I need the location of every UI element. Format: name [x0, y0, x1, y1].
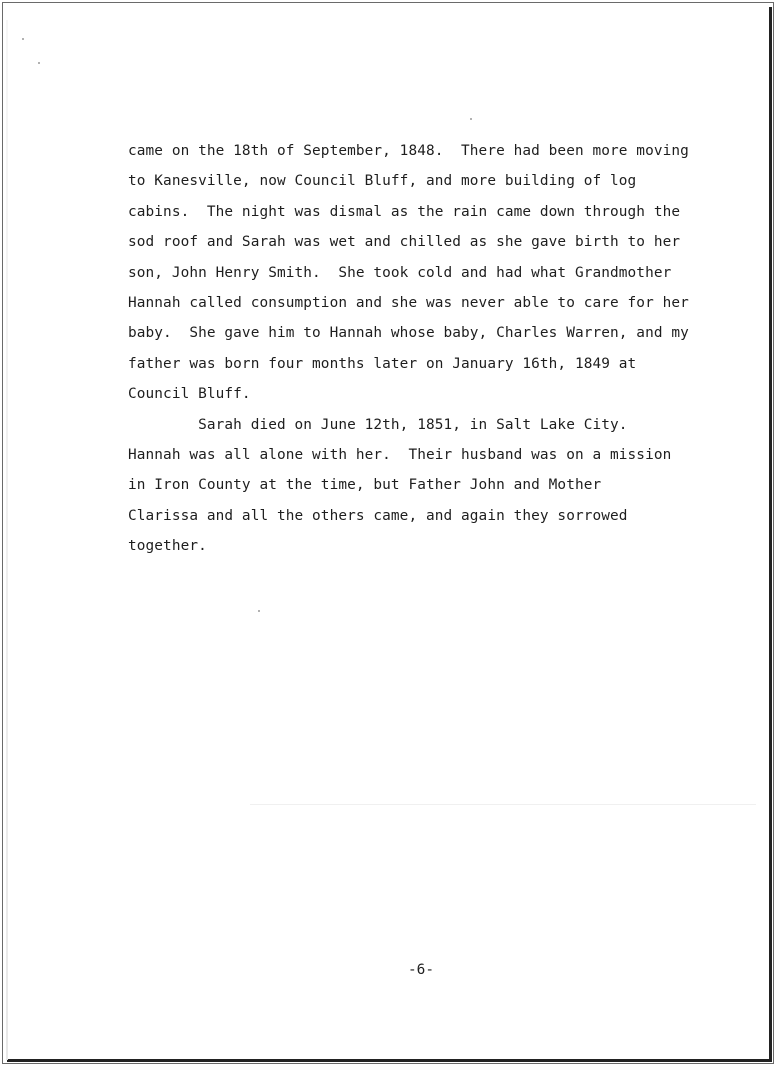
scan-edge — [6, 20, 8, 1060]
scan-speck — [258, 610, 260, 612]
text-line: son, John Henry Smith. She took cold and had what Grandmother — [128, 264, 672, 281]
text-line: Sarah died on June 12th, 1851, in Salt Lake City. — [128, 416, 628, 433]
scan-speck — [22, 38, 24, 40]
text-line: father was born four months later on January 16th, 1849 at — [128, 355, 637, 372]
body-text — [128, 136, 728, 561]
text-line: Council Bluff. — [128, 386, 251, 403]
text-line: cabins. The night was dismal as the rain came down through the — [128, 203, 681, 220]
text-line: sod roof and Sarah was wet and chilled as she gave birth to her — [128, 234, 681, 251]
text-line: came on the 18th of September, 1848. There had been more moving — [128, 143, 689, 159]
text-line: baby. She gave him to Hannah whose baby, Charles Warren, and my — [128, 325, 689, 342]
text-line: Hannah called consumption and she was never able to care for her — [128, 294, 689, 311]
text-line: to Kanesville, now Council Bluff, and more building of log — [128, 173, 637, 190]
text-line: in Iron County at the time, but Father John and Mother — [128, 477, 602, 494]
text-line: Hannah was all alone with her. Their husband was on a mission — [128, 446, 672, 463]
scan-speck — [38, 62, 40, 64]
text-line: Clarissa and all the others came, and again they sorrowed — [128, 507, 628, 524]
page-number: -6- — [408, 962, 434, 978]
scan-fold-line — [250, 804, 756, 805]
scan-speck — [470, 118, 472, 120]
text-line: together. — [128, 538, 207, 555]
